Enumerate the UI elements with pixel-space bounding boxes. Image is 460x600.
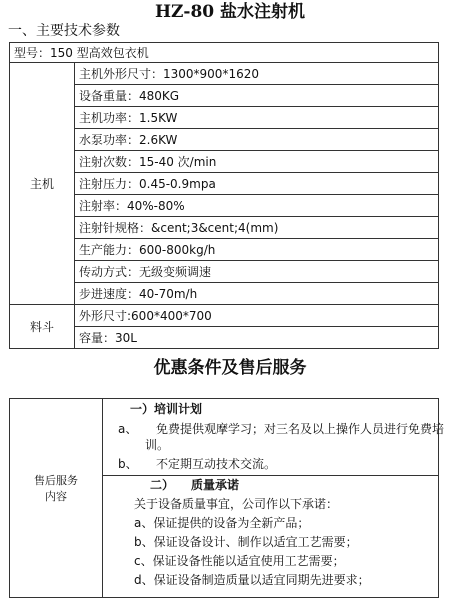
table-row [10, 173, 439, 195]
spec-cell: 注射次数：15-40 次/min [75, 151, 439, 173]
list-item: a、保证提供的设备为全新产品； [134, 516, 310, 530]
section-heading-specs: 一、主要技术参数 [8, 23, 120, 39]
table-row [10, 195, 439, 217]
table-row [10, 305, 439, 327]
main-unit-label: 主机 [10, 63, 75, 305]
quality-heading: 质量承诺 [191, 478, 240, 492]
spec-cell: 生产能力：600-800kg/h [75, 239, 439, 261]
service-label-line: 售后服务 [34, 474, 78, 487]
table-row [10, 85, 439, 107]
table-row [10, 43, 439, 63]
spec-cell: 传动方式：无级变频调速 [75, 261, 439, 283]
table-row [10, 261, 439, 283]
training-heading: 一）培训计划 [130, 402, 203, 416]
list-item: c、保证设备性能以适宜使用工艺需要； [134, 554, 345, 568]
table-row [10, 151, 439, 173]
table-row [10, 107, 439, 129]
spec-cell: 注射针规格：&cent;3&cent;4(mm) [75, 217, 439, 239]
document-title: HZ-80 盐水注射机 [154, 2, 306, 22]
divider [102, 399, 103, 597]
spec-cell: 注射率：40%-80% [75, 195, 439, 217]
table-row [10, 63, 439, 85]
table-row [10, 239, 439, 261]
divider [102, 475, 438, 476]
spec-table [9, 42, 439, 349]
spec-cell: 主机功率：1.5KW [75, 107, 439, 129]
spec-cell: 步进速度：40-70m/h [75, 283, 439, 305]
list-item: 不定期互动技术交流。 [156, 457, 277, 471]
spec-cell: 容量：30L [75, 327, 439, 349]
spec-cell: 外形尺寸:600*400*700 [75, 305, 439, 327]
quality-intro: 关于设备质量事宜，公司作以下承诺： [134, 497, 339, 511]
table-row [10, 217, 439, 239]
list-item: 免费提供观摩学习；对三名及以上操作人员进行免费培 [156, 422, 445, 436]
service-label-line: 内容 [45, 490, 67, 503]
table-row [10, 327, 439, 349]
hopper-label: 料斗 [10, 305, 75, 349]
model-cell: 型号：150 型高效包衣机 [10, 43, 439, 63]
list-marker: b、 [118, 457, 138, 471]
service-table [9, 398, 445, 598]
quality-heading-number: 二） [150, 478, 175, 492]
list-item: b、保证设备设计、制作以适宜工艺需要； [134, 535, 358, 549]
list-item-continuation: 训。 [145, 438, 170, 452]
spec-cell: 水泵功率：2.6KW [75, 129, 439, 151]
service-title: 优惠条件及售后服务 [153, 358, 307, 378]
spec-cell: 注射压力：0.45-0.9mpa [75, 173, 439, 195]
table-row [10, 129, 439, 151]
table-row [10, 283, 439, 305]
list-marker: a、 [118, 422, 138, 436]
list-item: d、保证设备制造质量以适宜同期先进要求； [134, 573, 370, 587]
service-content-label [10, 473, 102, 505]
spec-cell: 主机外形尺寸：1300*900*1620 [75, 63, 439, 85]
spec-cell: 设备重量：480KG [75, 85, 439, 107]
